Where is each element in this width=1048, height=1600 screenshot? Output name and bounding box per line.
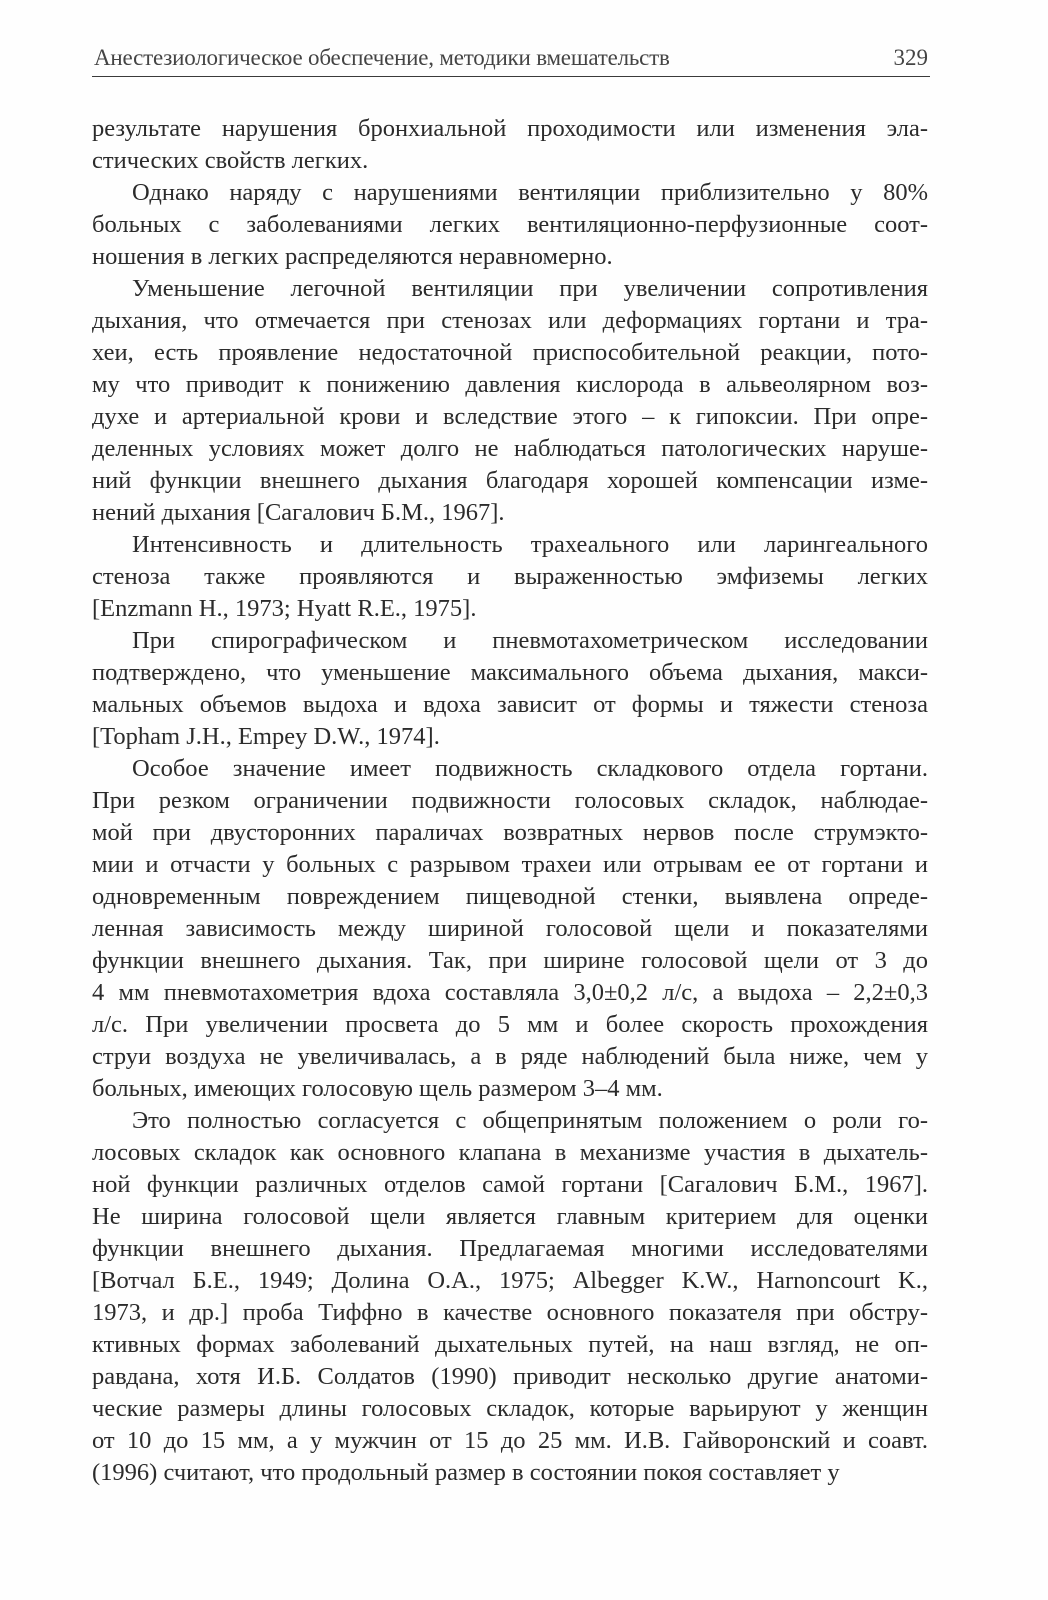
text-line: стических свойств легких. xyxy=(92,147,369,174)
paragraph xyxy=(92,625,928,753)
text-line: функции внешнего дыхания. Предлагаемая многими исследователями xyxy=(92,1235,928,1262)
text-line: ленная зависимость между шириной голосовой щели и показателями xyxy=(92,915,928,942)
paragraph xyxy=(92,273,928,529)
text-line: стеноза также проявляются и выраженностью эмфиземы легких xyxy=(92,563,928,590)
paragraph xyxy=(92,177,928,273)
text-line: Не ширина голосовой щели является главным критерием для оценки xyxy=(92,1203,928,1230)
paragraph xyxy=(92,529,928,625)
text-line: лосовых складок как основного клапана в механизме участия в дыхатель- xyxy=(92,1139,928,1166)
text-line: дыхания, что отмечается при стенозах или деформациях гортани и тра- xyxy=(92,307,928,334)
text-line: больных с заболеваниями легких вентиляционно-перфузионные соот- xyxy=(92,211,928,238)
text-line: [Topham J.H., Empey D.W., 1974]. xyxy=(92,723,440,750)
text-line: хеи, есть проявление недостаточной приспособительной реакции, пото- xyxy=(92,339,928,366)
text-line: ной функции различных отделов самой гортани [Сагалович Б.М., 1967]. xyxy=(92,1171,928,1198)
text-line: (1996) считают, что продольный размер в состоянии покоя составляет у xyxy=(92,1459,840,1486)
paragraph xyxy=(92,113,928,177)
text-line: больных, имеющих голосовую щель размером 3–4 мм. xyxy=(92,1075,663,1102)
text-line: мии и отчасти у больных с разрывом трахеи или отрывам ее от гортани и xyxy=(92,851,928,878)
text-line: нений дыхания [Сагалович Б.М., 1967]. xyxy=(92,499,505,526)
text-line: Это полностью согласуется с общепринятым положением о роли го- xyxy=(132,1107,928,1134)
text-line: результате нарушения бронхиальной проходимости или изменения эла- xyxy=(92,115,928,142)
text-line: Особое значение имеет подвижность складкового отдела гортани. xyxy=(132,755,928,782)
running-header-title: Анестезиологическое обеспечение, методики вмешательств xyxy=(94,45,670,70)
text-line: мальных объемов выдоха и вдоха зависит от формы и тяжести стеноза xyxy=(92,691,928,718)
text-line: При резком ограничении подвижности голосовых складок, наблюдае- xyxy=(92,787,928,814)
text-line: деленных условиях может долго не наблюдаться патологических наруше- xyxy=(92,435,928,462)
body-text xyxy=(92,113,928,1489)
page-number: 329 xyxy=(893,45,928,70)
text-line: [Вотчал Б.Е., 1949; Долина О.А., 1975; Albegger K.W., Harnoncourt K., xyxy=(92,1267,928,1294)
running-header xyxy=(92,40,930,77)
text-line: му что приводит к понижению давления кислорода в альвеолярном воз- xyxy=(92,371,928,398)
paragraph xyxy=(92,753,928,1105)
text-line: ний функции внешнего дыхания благодаря хорошей компенсации изме- xyxy=(92,467,928,494)
text-line: ношения в легких распределяются неравномерно. xyxy=(92,243,613,270)
text-line: 1973, и др.] проба Тиффно в качестве основного показателя при обстру- xyxy=(92,1299,928,1326)
text-line: Уменьшение легочной вентиляции при увеличении сопротивления xyxy=(132,275,928,302)
text-line: подтверждено, что уменьшение максимального объема дыхания, макси- xyxy=(92,659,928,686)
text-line: [Enzmann H., 1973; Hyatt R.E., 1975]. xyxy=(92,595,477,622)
text-line: ктивных формах заболеваний дыхательных путей, на наш взгляд, не оп- xyxy=(92,1331,928,1358)
text-line: от 10 до 15 мм, а у мужчин от 15 до 25 мм. И.В. Гайворонский и соавт. xyxy=(92,1427,928,1454)
paragraph xyxy=(92,1105,928,1489)
text-line: При спирографическом и пневмотахометрическом исследовании xyxy=(132,627,928,654)
text-line: функции внешнего дыхания. Так, при ширине голосовой щели от 3 до xyxy=(92,947,928,974)
text-line: равдана, хотя И.Б. Солдатов (1990) приводит несколько другие анатоми- xyxy=(92,1363,928,1390)
text-line: мой при двусторонних параличах возвратных нервов после струмэкто- xyxy=(92,819,928,846)
text-line: струи воздуха не увеличивалась, а в ряде наблюдений была ниже, чем у xyxy=(92,1043,928,1070)
text-line: духе и артериальной крови и вследствие этого – к гипоксии. При опре- xyxy=(92,403,928,430)
text-line: л/с. При увеличении просвета до 5 мм и более скорость прохождения xyxy=(92,1011,928,1038)
text-line: Однако наряду с нарушениями вентиляции приблизительно у 80% xyxy=(132,179,928,206)
text-line: одновременным повреждением пищеводной стенки, выявлена опреде- xyxy=(92,883,928,910)
text-line: 4 мм пневмотахометрия вдоха составляла 3,0±0,2 л/с, а выдоха – 2,2±0,3 xyxy=(92,979,928,1006)
text-line: Интенсивность и длительность трахеального или ларингеального xyxy=(132,531,928,558)
text-line: ческие размеры длины голосовых складок, которые варьируют у женщин xyxy=(92,1395,928,1422)
